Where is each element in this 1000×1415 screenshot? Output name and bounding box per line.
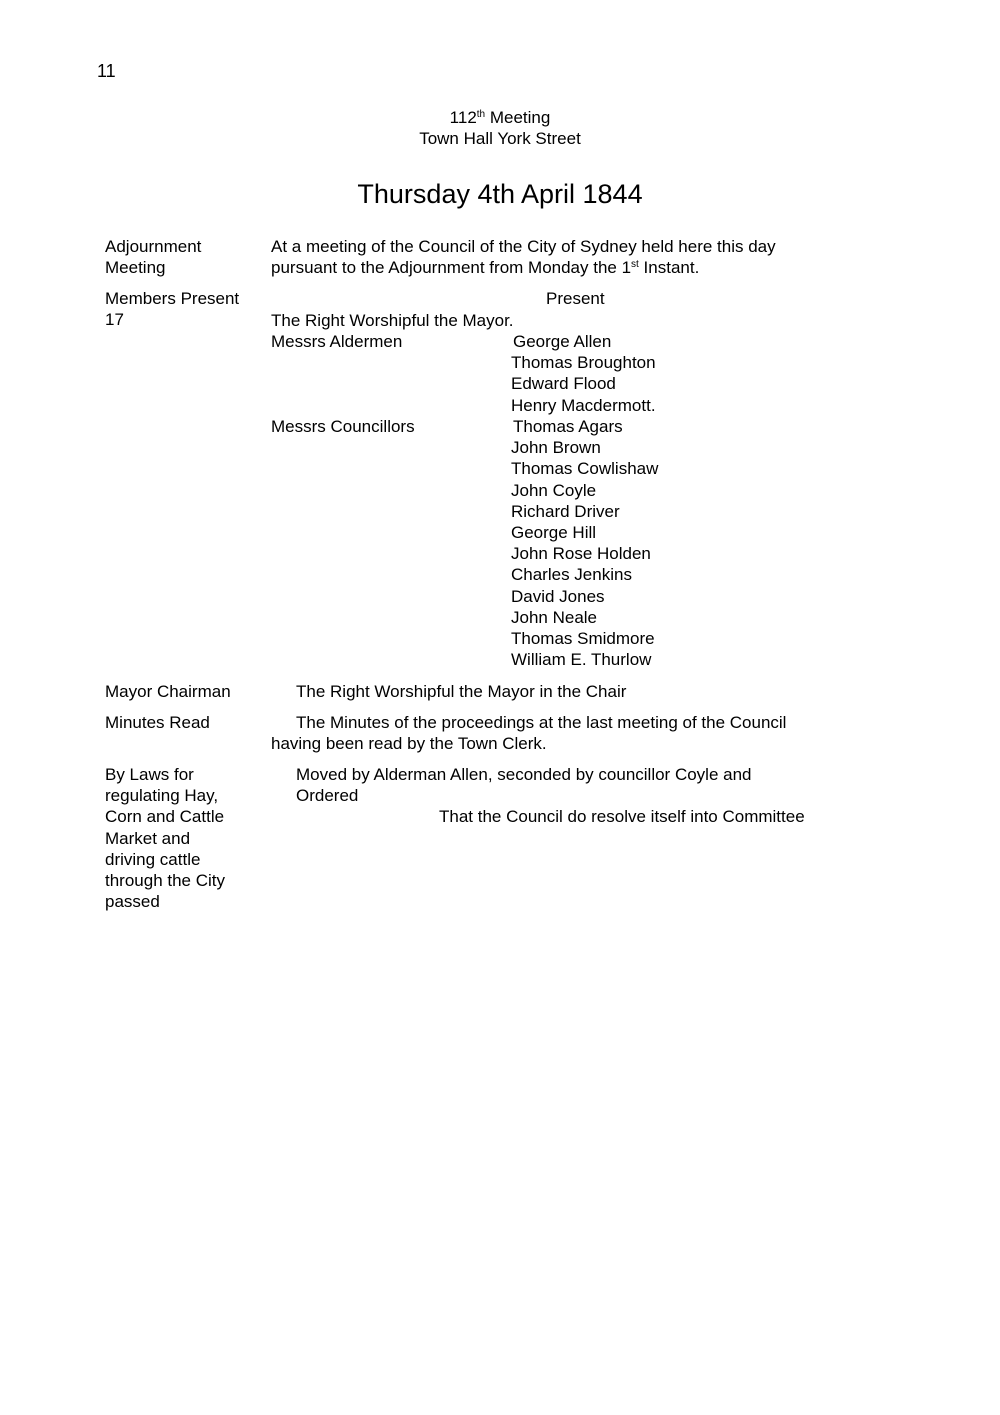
margin-note-line: Market and — [105, 828, 191, 848]
present-heading: Present — [546, 289, 605, 308]
bylaws-resolution-line: That the Council do resolve itself into Committee — [439, 807, 805, 826]
margin-note-line: passed — [105, 892, 160, 912]
adjournment-text-part: Instant. — [638, 258, 700, 277]
meeting-number: 112 — [449, 108, 477, 127]
page-number: 11 — [97, 61, 116, 81]
adjournment-text-line — [271, 257, 699, 278]
margin-note-line: 17 — [105, 310, 124, 330]
mayor-present-line: The Right Worshipful the Mayor. — [271, 311, 514, 330]
councillor-name: John Neale — [511, 607, 598, 627]
alderman-name: Henry Macdermott. — [511, 395, 656, 415]
aldermen-list — [511, 331, 656, 416]
margin-note-members — [105, 288, 255, 330]
margin-note-line: Corn and Cattle — [105, 807, 225, 827]
councillor-name: Thomas Smidmore — [511, 628, 655, 648]
meeting-place: Town Hall York Street — [419, 129, 581, 148]
councillor-name: Charles Jenkins — [511, 565, 632, 585]
alderman-name: Edward Flood — [511, 374, 616, 394]
margin-note-line: Members Present — [105, 289, 240, 308]
margin-note-line: Meeting — [105, 258, 166, 278]
meeting-number-heading — [0, 107, 1000, 128]
alderman-name: Thomas Broughton — [511, 353, 656, 373]
alderman-name: George Allen — [513, 332, 612, 351]
adjournment-text-line: At a meeting of the Council of the City of Sydney held here this day — [271, 237, 776, 256]
aldermen-label: Messrs Aldermen — [271, 332, 403, 351]
margin-note-chair: Mayor Chairman — [105, 682, 231, 701]
margin-note-minutes: Minutes Read — [105, 713, 210, 732]
adjournment-text-part: pursuant to the Adjournment from Monday the 1 — [271, 258, 632, 277]
councillor-name: Thomas Cowlishaw — [511, 459, 659, 479]
margin-note-line: driving cattle — [105, 849, 201, 869]
meeting-number-suffix: th — [476, 109, 486, 120]
minutes-text-line: The Minutes of the proceedings at the last meeting of the Council — [296, 713, 787, 732]
chair-text: The Right Worshipful the Mayor in the Chair — [296, 682, 627, 701]
councillor-name: John Rose Holden — [511, 544, 651, 564]
margin-note-line: Adjournment — [105, 237, 202, 256]
margin-note-bylaws — [105, 764, 255, 912]
councillors-list — [511, 416, 658, 670]
margin-note-line: through the City — [105, 871, 226, 891]
councillor-name: David Jones — [511, 586, 605, 606]
councillor-name: Richard Driver — [511, 501, 620, 521]
bylaws-text-line: Moved by Alderman Allen, seconded by councillor Coyle and — [296, 765, 752, 784]
councillor-name: George Hill — [511, 522, 597, 542]
councillors-label: Messrs Councillors — [271, 417, 415, 436]
meeting-word: Meeting — [485, 108, 551, 127]
margin-note-adjournment — [105, 236, 255, 278]
minutes-text-line: having been read by the Town Clerk. — [271, 734, 547, 753]
margin-note-line: By Laws for — [105, 765, 194, 784]
councillor-name: Thomas Agars — [513, 417, 623, 436]
councillor-name: William E. Thurlow — [511, 650, 652, 670]
margin-note-line: regulating Hay, — [105, 786, 219, 806]
councillor-name: John Brown — [511, 438, 601, 458]
meeting-date-title: Thursday 4th April 1844 — [357, 179, 643, 209]
bylaws-text-line: Ordered — [296, 786, 359, 805]
councillor-name: John Coyle — [511, 480, 597, 500]
adjournment-ordinal-suffix: st — [631, 259, 639, 270]
